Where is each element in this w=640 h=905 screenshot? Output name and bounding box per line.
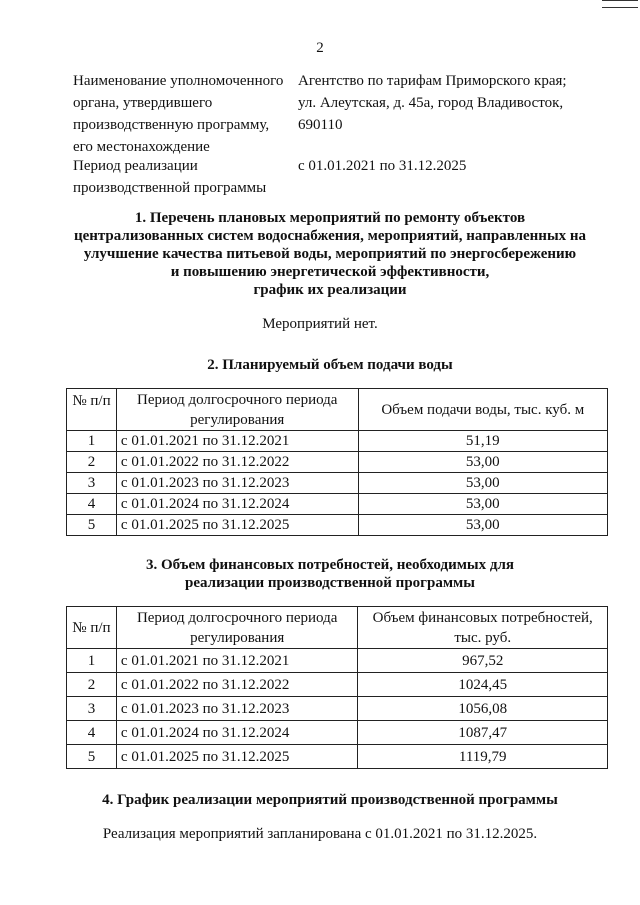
row-value: 53,00 xyxy=(358,473,607,494)
row-number: 1 xyxy=(67,649,117,673)
table-row xyxy=(67,745,608,769)
authority-value-line: 690110 xyxy=(298,117,343,133)
section1-title-line: график их реализации xyxy=(253,282,407,298)
header-period: Период долгосрочного периода регулирования xyxy=(116,389,358,431)
table-header-row xyxy=(67,389,608,431)
period-label-line: производственной программы xyxy=(73,180,267,196)
section4-text: Реализация мероприятий запланирована с 01.01.2021 по 31.12.2025. xyxy=(102,826,538,842)
row-period: с 01.01.2022 по 31.12.2022 xyxy=(116,452,358,473)
row-period: с 01.01.2025 по 31.12.2025 xyxy=(116,745,358,769)
table-row xyxy=(67,673,608,697)
water-supply-table xyxy=(66,388,608,536)
row-value: 53,00 xyxy=(358,452,607,473)
authority-label-line: органа, утвердившего xyxy=(73,95,213,111)
period-value xyxy=(298,155,608,177)
row-value: 1087,47 xyxy=(358,721,608,745)
authority-label-line: производственную программу, xyxy=(73,117,270,133)
row-period: с 01.01.2025 по 31.12.2025 xyxy=(116,515,358,536)
header-number: № п/п xyxy=(67,607,117,649)
table-header-row xyxy=(67,607,608,649)
header-volume: Объем подачи воды, тыс. куб. м xyxy=(358,389,607,431)
section1-title-line: улучшение качества питьевой воды, мероприятий по энергосбережению xyxy=(83,246,577,262)
section1-note: Мероприятий нет. xyxy=(262,316,378,332)
section3-title-line: 3. Объем финансовых потребностей, необходимых для xyxy=(145,557,515,573)
page-number: 2 xyxy=(316,40,324,56)
table-row xyxy=(67,515,608,536)
row-value: 1024,45 xyxy=(358,673,608,697)
row-value: 1056,08 xyxy=(358,697,608,721)
row-number: 5 xyxy=(67,515,117,536)
row-value: 967,52 xyxy=(358,649,608,673)
table-row xyxy=(67,452,608,473)
row-value: 53,00 xyxy=(358,515,607,536)
authority-label xyxy=(73,70,288,158)
table-row xyxy=(67,431,608,452)
row-number: 3 xyxy=(67,473,117,494)
section2-title: 2. Планируемый объем подачи воды xyxy=(207,357,453,373)
row-period: с 01.01.2024 по 31.12.2024 xyxy=(116,721,358,745)
row-number: 2 xyxy=(67,673,117,697)
authority-label-line: Наименование уполномоченного xyxy=(73,73,284,89)
row-number: 5 xyxy=(67,745,117,769)
table-row xyxy=(67,494,608,515)
row-number: 3 xyxy=(67,697,117,721)
row-number: 1 xyxy=(67,431,117,452)
row-number: 4 xyxy=(67,494,117,515)
section1-title-line: централизованных систем водоснабжения, мероприятий, направленных на xyxy=(73,228,587,244)
period-label-line: Период реализации xyxy=(73,158,198,174)
authority-label-line: его местонахождение xyxy=(73,139,210,155)
section1-title-line: и повышению энергетической эффективности, xyxy=(170,264,490,280)
section3-title xyxy=(60,556,600,592)
row-period: с 01.01.2023 по 31.12.2023 xyxy=(116,473,358,494)
financial-needs-table xyxy=(66,606,608,769)
section3-title-line: реализации производственной программы xyxy=(185,575,475,591)
period-label xyxy=(73,155,288,199)
scan-corner-marks xyxy=(602,0,638,8)
section4-title: 4. График реализации мероприятий производственной программы xyxy=(102,792,558,808)
section1-title-line: 1. Перечень плановых мероприятий по ремонту объектов xyxy=(134,210,526,226)
row-number: 2 xyxy=(67,452,117,473)
row-period: с 01.01.2021 по 31.12.2021 xyxy=(116,431,358,452)
row-period: с 01.01.2023 по 31.12.2023 xyxy=(116,697,358,721)
row-period: с 01.01.2022 по 31.12.2022 xyxy=(116,673,358,697)
table-row xyxy=(67,721,608,745)
authority-value-line: Агентство по тарифам Приморского края; xyxy=(298,73,567,89)
period-value-line: с 01.01.2021 по 31.12.2025 xyxy=(298,158,467,174)
header-period: Период долгосрочного периода регулирования xyxy=(116,607,358,649)
row-period: с 01.01.2024 по 31.12.2024 xyxy=(116,494,358,515)
row-number: 4 xyxy=(67,721,117,745)
table-row xyxy=(67,473,608,494)
authority-value-line: ул. Алеутская, д. 45а, город Владивосток, xyxy=(298,95,564,111)
row-value: 51,19 xyxy=(358,431,607,452)
authority-value xyxy=(298,70,608,136)
header-number: № п/п xyxy=(67,389,117,431)
section1-title xyxy=(60,209,600,299)
row-value: 1119,79 xyxy=(358,745,608,769)
row-value: 53,00 xyxy=(358,494,607,515)
table-row xyxy=(67,697,608,721)
header-finance: Объем финансовых потребностей, тыс. руб. xyxy=(358,607,608,649)
table-row xyxy=(67,649,608,673)
row-period: с 01.01.2021 по 31.12.2021 xyxy=(116,649,358,673)
